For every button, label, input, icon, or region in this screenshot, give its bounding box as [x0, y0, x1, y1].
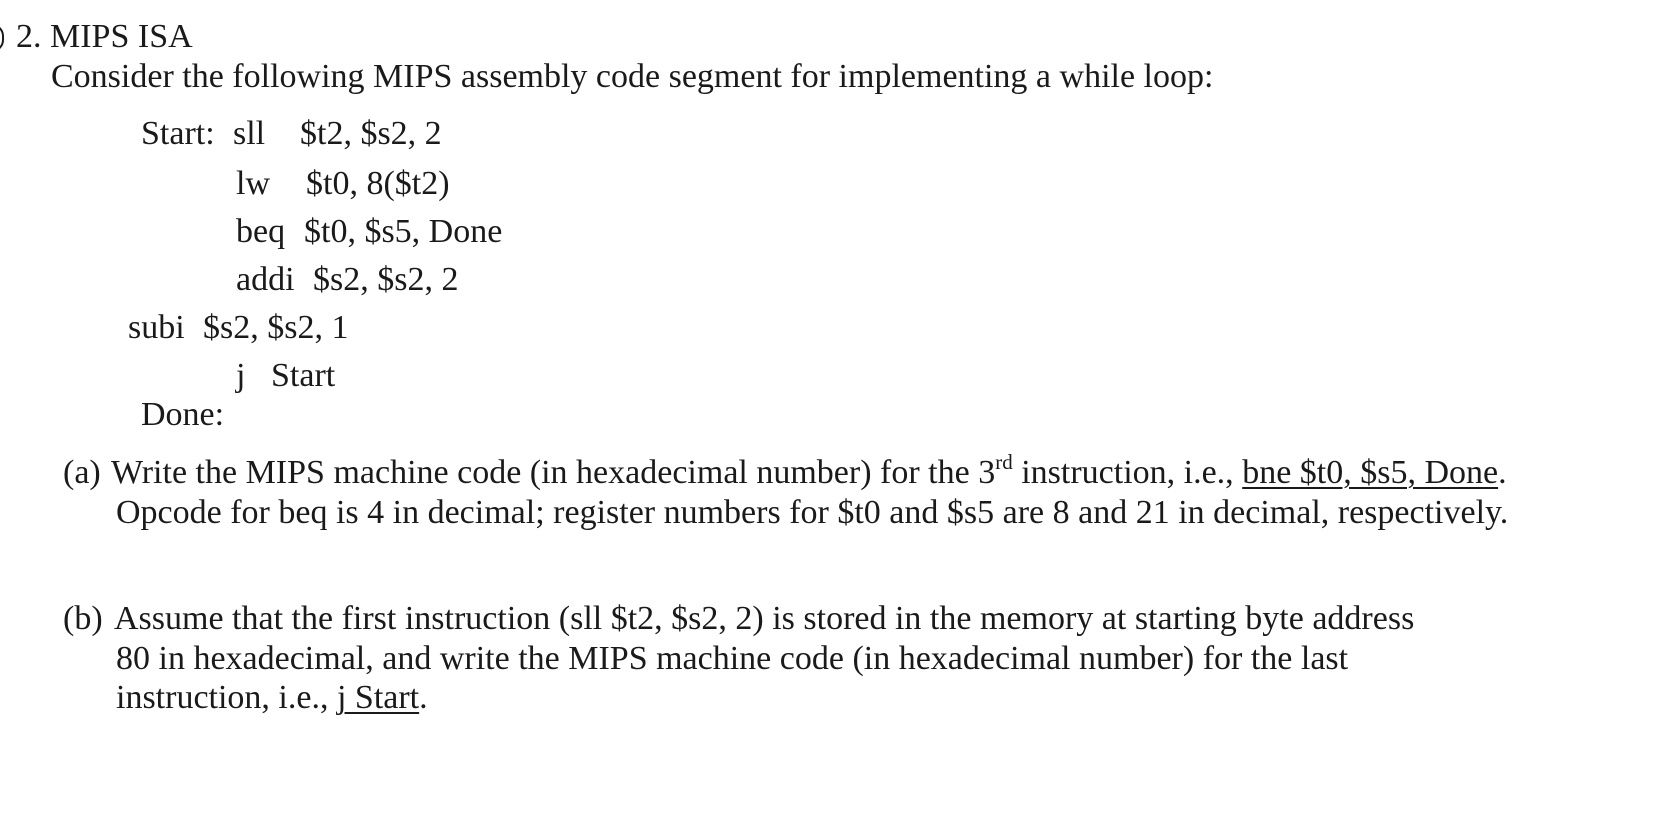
code-op: beq: [236, 213, 286, 250]
code-args: $s2, $s2, 2: [313, 261, 459, 298]
code-label-done: Done:: [141, 396, 225, 433]
problem-heading: [16, 20, 193, 54]
code-op: j: [236, 357, 246, 394]
part-a-line-2: Opcode for beq is 4 in decimal; register numbers for $t0 and $s5 are 8 and 21 in decimal, respectively.: [116, 494, 1509, 531]
code-op: sll: [233, 115, 266, 152]
problem-intro: Consider the following MIPS assembly code segment for implementing a while loop:: [51, 58, 1214, 95]
part-b-line-3: [116, 681, 428, 715]
code-op: lw: [236, 165, 270, 202]
code-args: $s2, $s2, 1: [203, 309, 349, 346]
margin-bracket-mark: [0, 24, 4, 52]
part-b-tag: (b): [63, 600, 103, 637]
underlined-instruction: bne $t0, $s5, Done: [1242, 454, 1499, 491]
problem-title: MIPS ISA: [50, 18, 193, 55]
part-b-line-1: Assume that the first instruction (sll $t2, $s2, 2) is stored in the memory at starting byte address: [114, 600, 1415, 637]
part-a-text: Write the MIPS machine code (in hexadecimal number) for the 3: [111, 454, 996, 491]
part-a-text: instruction, i.e.,: [1012, 454, 1243, 491]
part-a-tag: (a): [63, 454, 101, 491]
part-b-period: .: [419, 679, 428, 716]
problem-number: 2.: [16, 18, 42, 55]
code-op: addi: [236, 261, 295, 298]
code-args: $t0, 8($t2): [306, 165, 450, 202]
part-a-period: .: [1498, 454, 1507, 491]
underlined-instruction: j Start: [336, 679, 420, 716]
code-args: $t2, $s2, 2: [300, 115, 442, 152]
code-args: $t0, $s5, Done: [304, 213, 503, 250]
code-label-start: Start:: [141, 115, 215, 152]
part-b-line-2: 80 in hexadecimal, and write the MIPS machine code (in hexadecimal number) for the last: [116, 640, 1349, 677]
code-op: subi: [128, 309, 185, 346]
code-args: Start: [271, 357, 336, 394]
part-a-line-1: [111, 450, 1507, 491]
ordinal-suffix: rd: [995, 450, 1013, 474]
part-b-text: instruction, i.e.,: [116, 679, 337, 716]
